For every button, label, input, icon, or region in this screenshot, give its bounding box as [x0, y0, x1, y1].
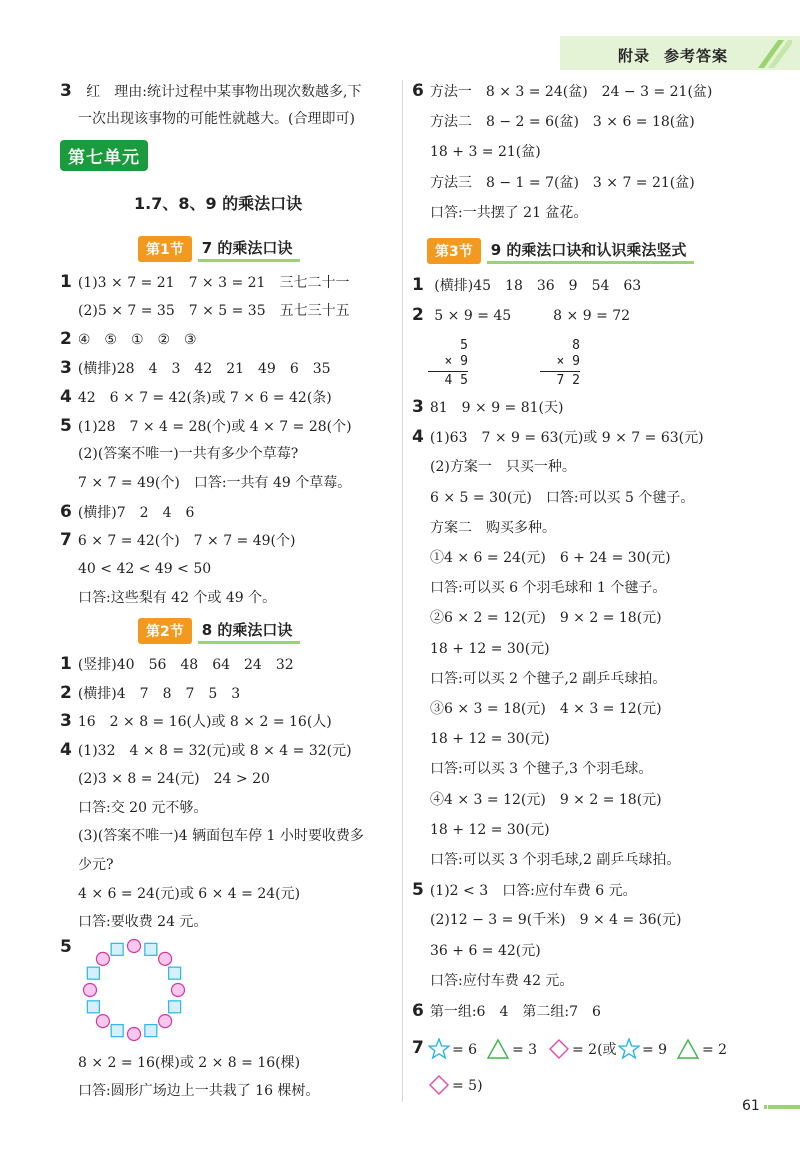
answer-text: (2)5 × 7 = 35 7 × 5 = 35 五七三十五	[78, 302, 350, 319]
answer-text: ③6 × 3 = 18(元) 4 × 3 = 12(元)	[430, 701, 662, 717]
tree-square-icon	[111, 943, 123, 955]
answer-text: (1)32 4 × 8 = 32(元)或 8 × 4 = 32(元)	[77, 743, 352, 760]
header-stripes-icon	[752, 34, 792, 70]
answer-line	[60, 913, 207, 931]
answer-text: 口答:要收费 24 元。	[78, 914, 208, 931]
question-number: 3	[60, 358, 72, 379]
tree-square-icon	[169, 1001, 181, 1013]
answer-text: (竖排)40 56 48 64 24 32	[77, 657, 294, 673]
section-title: 7 的乘法口诀	[198, 237, 301, 262]
question-number: 5	[60, 937, 72, 957]
question-number: 3	[412, 397, 424, 417]
question-number: 4	[60, 386, 72, 407]
answer-text: 口答:可以买 6 个羽毛球和 1 个毽子。	[430, 580, 667, 597]
question-number: 2	[60, 682, 72, 703]
answer-line	[412, 174, 695, 192]
question-number: 7	[60, 530, 72, 551]
answer-line	[412, 670, 666, 688]
answer-text: 方法二 8 − 2 = 6(盆) 3 × 6 = 18(盆)	[430, 113, 695, 130]
triangle-icon	[486, 1038, 510, 1060]
left-q5	[60, 938, 72, 957]
answer-line	[60, 445, 298, 463]
answer-text: 4 × 6 = 24(元)或 6 × 4 = 24(元)	[78, 885, 301, 902]
answer-line	[412, 609, 662, 627]
tree-circle-icon	[172, 984, 185, 997]
answer-line	[60, 388, 332, 407]
answer-line	[412, 143, 541, 161]
answer-line	[412, 881, 637, 900]
answer-text: (2)12 − 3 = 9(千米) 9 × 4 = 36(元)	[430, 912, 682, 929]
answer-text: (1)2 < 3 口答:应付车费 6 元。	[429, 883, 637, 900]
page-marker-bar	[768, 1105, 800, 1109]
answer-line	[60, 684, 240, 703]
answer-text: 口答:可以买 3 个毽子,3 个羽毛球。	[430, 761, 653, 778]
section-2-header	[138, 618, 300, 644]
section-tag: 第2节	[138, 618, 192, 644]
tree-circle-icon	[96, 1015, 109, 1028]
tree-square-icon	[111, 1025, 123, 1037]
answer-line	[60, 503, 194, 522]
tree-ring-diagram	[76, 938, 192, 1042]
header-title	[618, 45, 742, 66]
page-number: 61	[742, 1098, 760, 1114]
answer-text: 红 理由:统计过程中某事物出现次数越多,下	[86, 84, 362, 100]
triangle-icon	[676, 1038, 700, 1060]
answer-text: (横排)45 18 36 9 54 63	[434, 278, 642, 294]
answer-text: 口答:可以买 2 个毽子,2 副乒乓球拍。	[430, 670, 667, 687]
answer-line	[60, 856, 114, 874]
answer-line	[60, 273, 349, 292]
question-number: 5	[412, 880, 424, 901]
answer-line	[412, 204, 587, 222]
answer-text: 方法一 8 × 3 = 24(盆) 24 − 3 = 21(盆)	[429, 84, 713, 100]
answer-line	[412, 1002, 601, 1021]
answer-line	[412, 113, 695, 131]
unit-badge: 第七单元	[60, 140, 148, 171]
answer-text: 40 < 42 < 49 < 50	[78, 561, 212, 577]
question-number: 1	[60, 654, 72, 674]
answer-line	[412, 549, 671, 567]
vm-top: 5	[460, 338, 468, 353]
answer-text: 18 + 12 = 30(元)	[430, 731, 550, 748]
answer-text: 口答:应付车费 42 元。	[430, 972, 574, 989]
tree-square-icon	[87, 967, 99, 979]
answer-line	[412, 700, 662, 718]
answer-text: (横排)7 2 4 6	[77, 504, 195, 521]
answer-text: (2)方案一 只买一种。	[430, 459, 576, 476]
left-q5-line2: 口答:圆形广场边上一共栽了 16 棵树。	[78, 1083, 320, 1099]
answer-text: 口答:这些梨有 42 个或 49 个。	[78, 589, 277, 606]
vm-line	[428, 371, 468, 372]
answer-text: 方案二 购买多种。	[430, 519, 556, 536]
answer-line	[412, 760, 652, 778]
tree-circle-icon	[159, 952, 172, 965]
answer-text: 6 × 5 = 30(元) 口答:可以买 5 个毽子。	[430, 489, 695, 506]
diamond-value: = 2(或	[572, 1042, 617, 1058]
tree-square-icon	[145, 1025, 157, 1037]
answer-text: 7 × 7 = 49(个) 口答:一共有 49 个草莓。	[78, 474, 352, 491]
answer-text: 81 9 × 9 = 81(天)	[429, 400, 564, 416]
section-3-header	[427, 238, 694, 264]
s3-q1	[412, 276, 641, 295]
left-q5-line1: 8 × 2 = 16(棵)或 2 × 8 = 16(棵)	[78, 1055, 301, 1071]
vm-mid: × 9	[444, 354, 468, 369]
tree-square-icon	[87, 1001, 99, 1013]
answer-text: 5 × 9 = 45 8 × 9 = 72	[434, 308, 631, 324]
answer-text: 42 6 × 7 = 42(条)或 7 × 6 = 42(条)	[77, 389, 332, 406]
column-divider	[402, 80, 403, 1102]
answer-line	[60, 827, 364, 845]
answer-line	[60, 589, 276, 607]
header-section: 附录	[618, 47, 651, 65]
answer-text: 第一组:6 4 第二组:7 6	[429, 1004, 601, 1020]
question-number: 7	[412, 1038, 424, 1058]
answer-line	[412, 942, 541, 960]
vm-result: 4 5	[444, 373, 468, 388]
star-icon	[618, 1038, 640, 1060]
section-title: 8 的乘法口诀	[198, 619, 301, 644]
answer-text: (3)(答案不唯一)4 辆面包车停 1 小时要收费多	[78, 828, 364, 845]
answer-text: 36 + 6 = 42(元)	[430, 942, 541, 959]
left-q3	[60, 82, 361, 101]
answer-text: 6 × 7 = 42(个) 7 × 7 = 49(个)	[77, 533, 296, 550]
tree-circle-icon	[128, 1028, 141, 1041]
question-number: 4	[60, 740, 72, 761]
answer-line	[412, 398, 563, 417]
answer-line	[412, 791, 662, 809]
answer-line	[60, 799, 207, 817]
answer-text: ④4 × 3 = 12(元) 9 × 2 = 18(元)	[430, 791, 662, 808]
diamond-icon	[428, 1074, 450, 1096]
tree-square-icon	[169, 967, 181, 979]
question-number: 6	[60, 501, 72, 522]
answer-line	[60, 655, 294, 674]
section-title: 9 的乘法口诀和认识乘法竖式	[487, 239, 695, 264]
answer-line	[60, 885, 300, 903]
question-number: 5	[60, 415, 72, 436]
vertical-multiplication-1	[428, 338, 468, 389]
left-q3-line2: 一次出现该事物的可能性就越大。(合理即可)	[78, 111, 355, 127]
answer-line	[412, 851, 680, 869]
vm-result: 7 2	[556, 373, 580, 388]
question-number: 2	[60, 329, 72, 350]
header-subsection: 参考答案	[664, 47, 729, 65]
answer-text: 口答:交 20 元不够。	[78, 799, 208, 816]
tree-circle-icon	[159, 1015, 172, 1028]
answer-text: (2)(答案不唯一)一共有多少个草莓?	[78, 446, 299, 463]
section-1-header	[138, 236, 300, 262]
answer-line	[60, 712, 332, 731]
vm-line	[540, 371, 580, 372]
section-tag: 第1节	[138, 236, 192, 262]
answer-text: 18 + 3 = 21(盆)	[430, 144, 541, 160]
answer-line	[412, 579, 666, 597]
star-value: = 6	[452, 1042, 478, 1058]
question-number: 2	[412, 305, 424, 325]
answer-text: 18 + 12 = 30(元)	[430, 640, 550, 657]
chapter-title: 1.7、8、9 的乘法口诀	[134, 194, 303, 213]
answer-line	[60, 770, 270, 788]
vm-mid: × 9	[556, 354, 580, 369]
diamond-value: = 5)	[452, 1078, 483, 1094]
answer-line	[412, 428, 704, 447]
tree-circle-icon	[84, 984, 97, 997]
answer-text: 口答:可以买 3 个羽毛球,2 副乒乓球拍。	[430, 852, 681, 868]
question-number: 6	[412, 1001, 424, 1021]
tree-circle-icon	[128, 940, 141, 953]
question-number: 3	[60, 711, 72, 732]
answer-line	[412, 640, 550, 658]
s3-q7	[412, 1039, 424, 1061]
answer-line	[412, 489, 694, 507]
answer-text: ②6 × 2 = 12(元) 9 × 2 = 18(元)	[430, 610, 662, 627]
answer-text: 少元?	[78, 856, 114, 873]
answer-line	[60, 560, 211, 578]
answer-text: 18 + 12 = 30(元)	[430, 821, 550, 838]
s3-q2	[412, 306, 630, 325]
answer-text: (横排)28 4 3 42 21 49 6 35	[77, 361, 331, 378]
answer-text: (1)28 7 × 4 = 28(个)或 4 × 7 = 28(个)	[77, 418, 352, 435]
question-number: 4	[412, 427, 424, 448]
answer-text: 16 2 × 8 = 16(人)或 8 × 2 = 16(人)	[77, 714, 332, 731]
answer-text: (1)3 × 7 = 21 7 × 3 = 21 三七二十一	[77, 275, 350, 291]
answer-line	[60, 741, 352, 760]
answer-text: ④ ⑤ ① ② ③	[77, 332, 197, 349]
answer-line	[412, 730, 550, 748]
answer-line	[60, 531, 295, 550]
question-number: 3	[60, 81, 72, 101]
tree-square-icon	[145, 943, 157, 955]
section-tag: 第3节	[427, 238, 481, 264]
answer-text: 方法三 8 − 1 = 7(盆) 3 × 7 = 21(盆)	[430, 174, 695, 191]
page-marker-dot	[764, 1105, 767, 1109]
answer-line	[60, 474, 351, 492]
answer-line	[60, 302, 350, 320]
star-icon	[428, 1038, 450, 1060]
answer-line	[412, 519, 556, 537]
tree-circle-icon	[96, 952, 109, 965]
vertical-multiplication-2	[540, 338, 580, 389]
answer-line	[412, 82, 712, 101]
answer-line	[412, 821, 550, 839]
question-number: 1	[60, 272, 72, 292]
question-number: 6	[412, 81, 424, 101]
answer-line	[60, 359, 331, 378]
answer-text: (2)3 × 8 = 24(元) 24 > 20	[78, 770, 270, 787]
diamond-icon	[548, 1038, 570, 1060]
answer-line	[412, 972, 573, 990]
answer-text: (横排)4 7 8 7 5 3	[77, 685, 241, 702]
answer-line	[60, 330, 197, 349]
answer-text: (1)63 7 × 9 = 63(元)或 9 × 7 = 63(元)	[429, 430, 704, 447]
triangle-value: = 3	[512, 1042, 538, 1058]
star-value: = 9	[642, 1042, 668, 1058]
answer-line	[412, 911, 681, 929]
answer-line	[60, 417, 352, 436]
answer-text: 口答:一共摆了 21 盆花。	[430, 205, 588, 221]
vm-top: 8	[572, 338, 580, 353]
answer-line	[412, 458, 576, 476]
answer-text: ①4 × 6 = 24(元) 6 + 24 = 30(元)	[430, 550, 671, 566]
question-number: 1	[412, 275, 424, 295]
triangle-value: = 2	[702, 1042, 728, 1058]
